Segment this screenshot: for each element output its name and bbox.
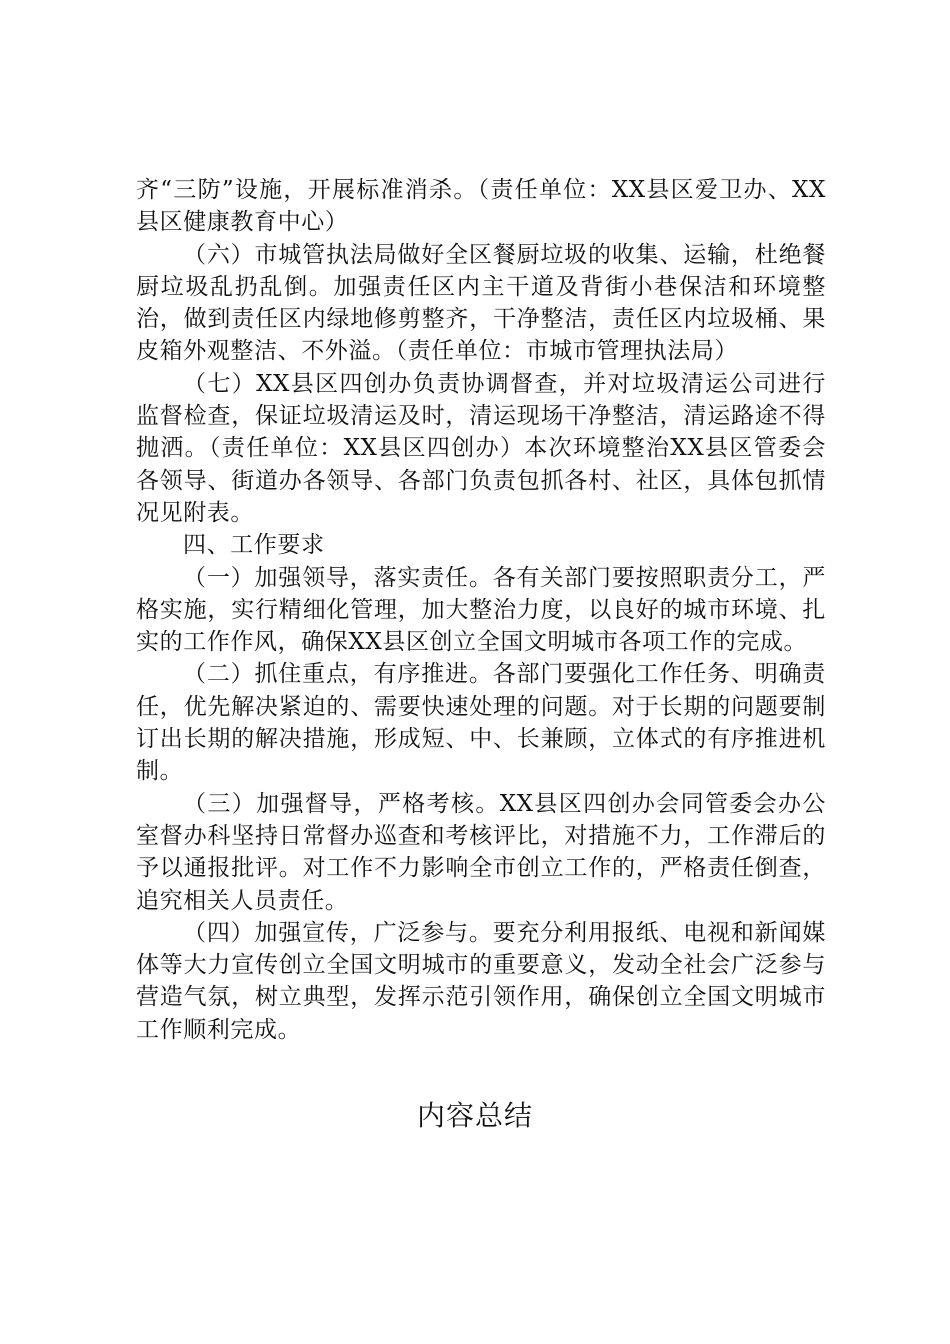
- document-body: [136, 174, 826, 1046]
- paragraph-continuation: 齐“三防”设施，开展标准消杀。（责任单位：XX县区爱卫办、XX县区健康教育中心）: [136, 177, 826, 236]
- paragraph-requirement-3: （三）加强督导，严格考核。XX县区四创办会同管委会办公室督办科坚持日常督办巡查和考核评比，对措施不力，工作滞后的予以通报批评。对工作不力影响全市创立工作的，严格责任倒查，追究相关人员责任。: [136, 790, 826, 914]
- paragraph-item-7: （七）XX县区四创办负责协调督查，并对垃圾清运公司进行监督检查，保证垃圾清运及时，清运现场干净整洁，清运路途不得抛洒。（责任单位：XX县区四创办）本次环境整治XX县区管委会各领导、街道办各领导、各部门负责包抓各村、社区，具体包抓情况见附表。: [136, 370, 826, 526]
- section-heading-work-requirements: 四、工作要求: [183, 532, 325, 559]
- paragraph-requirement-1: （一）加强领导，落实责任。各有关部门要按照职责分工，严格实施，实行精细化管理，加大整治力度，以良好的城市环境、扎实的工作作风，确保XX县区创立全国文明城市各项工作的完成。: [136, 564, 826, 656]
- paragraph-item-6: （六）市城管执法局做好全区餐厨垃圾的收集、运输，杜绝餐厨垃圾乱扔乱倒。加强责任区内主干道及背街小巷保洁和环境整治，做到责任区内绿地修剪整齐，干净整洁，责任区内垃圾桶、果皮箱外观整洁、不外溢。（责任单位：市城市管理执法局）: [136, 241, 826, 365]
- summary-title: 内容总结: [416, 1099, 533, 1132]
- paragraph-requirement-2: （二）抓住重点，有序推进。各部门要强化工作任务、明确责任，优先解决紧迫的、需要快速处理的问题。对于长期的问题要制订出长期的解决措施，形成短、中、长兼顾，立体式的有序推进机制。: [136, 661, 826, 785]
- paragraph-requirement-4: （四）加强宣传，广泛参与。要充分利用报纸、电视和新闻媒体等大力宣传创立全国文明城市的重要意义，发动全社会广泛参与营造气氛，树立典型，发挥示范引领作用，确保创立全国文明城市工作顺利完成。: [136, 919, 826, 1043]
